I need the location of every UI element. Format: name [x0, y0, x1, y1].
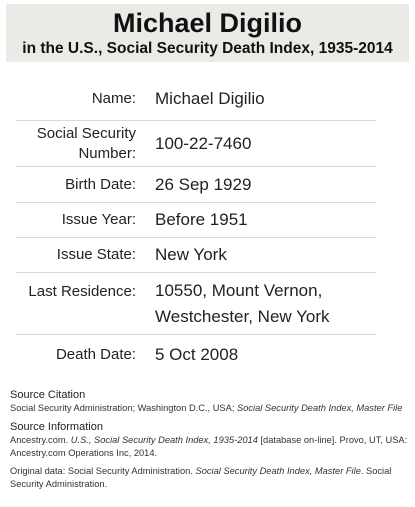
- page-subtitle: in the U.S., Social Security Death Index, 1935-2014: [22, 40, 393, 57]
- field-label-line: Social Security: [36, 124, 136, 142]
- field-value-line: Westchester, New York: [155, 306, 330, 326]
- field-label: [16, 121, 136, 166]
- citation-italic-text: Social Security Death Index, Master File: [237, 403, 403, 413]
- field-label: Issue Year:: [61, 211, 136, 228]
- source-information: [10, 420, 410, 460]
- original-data: [10, 465, 410, 491]
- field-row-ssn: [16, 121, 376, 167]
- field-value-line: 10550, Mount Vernon,: [155, 280, 323, 300]
- field-value: 5 Oct 2008: [155, 345, 239, 364]
- field-row-issue-state: [16, 238, 376, 273]
- field-row-death-date: [16, 335, 376, 375]
- page-title: Michael Digilio: [112, 8, 303, 38]
- original-text: Original data: Social Security Administration.: [10, 466, 196, 476]
- record-fields: [16, 78, 376, 375]
- field-row-birth-date: [16, 167, 376, 203]
- info-text: [database on-line]. Provo, UT, USA: Ancestry.com Operations Inc, 2014.: [10, 435, 408, 458]
- field-label: Death Date:: [55, 346, 136, 363]
- field-value: 100-22-7460: [155, 133, 252, 153]
- field-value: Michael Digilio: [155, 89, 265, 108]
- field-label: Issue State:: [56, 246, 136, 263]
- sources-section: [10, 388, 410, 496]
- info-text: Ancestry.com.: [10, 435, 71, 445]
- field-label: Birth Date:: [65, 175, 136, 193]
- source-citation-heading: Source Citation: [10, 389, 86, 401]
- field-value: [136, 273, 330, 334]
- info-italic-text: U.S., Social Security Death Index, 1935-2014: [70, 435, 258, 445]
- source-information-text: [10, 434, 410, 460]
- field-label-line: Number:: [78, 144, 136, 162]
- original-italic-text: Social Security Death Index, Master File: [195, 466, 361, 476]
- field-row-last-residence: [16, 273, 376, 335]
- field-row-name: [16, 78, 376, 121]
- field-row-issue-year: [16, 203, 376, 238]
- field-value: New York: [155, 245, 227, 264]
- original-data-text: [10, 465, 410, 491]
- source-citation-text: [10, 402, 410, 415]
- source-information-heading: Source Information: [10, 421, 103, 433]
- citation-text: Social Security Administration; Washington D.C., USA;: [10, 403, 238, 413]
- field-value: Before 1951: [155, 210, 248, 229]
- record-header: [6, 4, 409, 62]
- field-value: 26 Sep 1929: [155, 174, 252, 194]
- original-text: . Social Security Administration.: [10, 466, 392, 489]
- field-label: Last Residence:: [28, 283, 136, 300]
- field-label: Name:: [91, 90, 136, 107]
- source-citation: [10, 388, 410, 415]
